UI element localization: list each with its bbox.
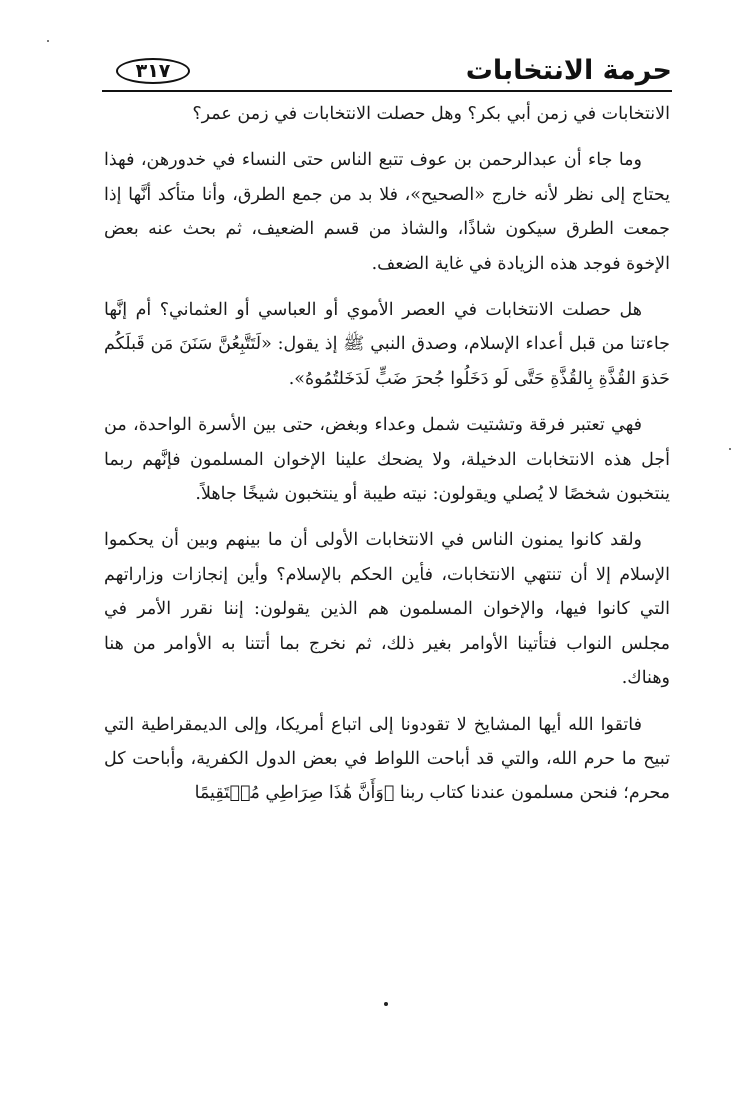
page-header [102,52,672,96]
paragraph-division: فهي تعتبر فرقة وتشتيت شمل وعداء وبغض، حتى بين الأسرة الواحدة، من أجل هذه الانتخابات الدخيلة، ولا يضحك علينا الإخوان المسلمون فإنَّهم ربما ينتخبون شخصًا لا يُصلي ويقولون: نيته طيبة أو ينتخبون شيخًا جاهلاً. [104,415,670,505]
paragraph-abdulrahman: وما جاء أن عبدالرحمن بن عوف تتبع الناس حتى النساء في خدورهن، فهذا يحتاج إلى نظر لأنه خارج «الصحيح»، فلا بد من جمع الطرق، وأنا متأكد أنَّها إذا جمعت الطرق سيكون شاذًا، والشاذ من قسم الضعيف، ثم بحث عنه بعض الإخوة فوجد هذه الزيادة في غاية الضعف. [104,150,670,274]
header-rule [102,90,672,92]
page-number-badge: ٣١٧ [116,58,190,84]
margin-tick-left [47,40,49,42]
footer-dot [384,1002,388,1006]
body-text [104,97,670,811]
paragraph-warning: فاتقوا الله أيها المشايخ لا تقودونا إلى اتباع أمريكا، وإلى الديمقراطية التي تبيح ما حرم الله، والتي قد أباحت اللواط في بعض الدول الكفرية، وأباحت كل محرم؛ فنحن مسلمون عندنا كتاب ربنا ﴿وَأَنَّ هَٰذَا صِرَاطِي مُسۡتَقِيمًا [104,714,670,804]
paragraph-promises: ولقد كانوا يمنون الناس في الانتخابات الأولى أن ما بينهم وبين أن يحكموا الإسلام إلا أن تنتهي الانتخابات، فأين الحكم بالإسلام؟ وأين إنجازات وزاراتهم التي كانوا فيها، والإخوان المسلمون هم الذين يقولون: إننا نقرر الأمر في مجلس النواب فتأتينا الأوامر بغير ذلك، ثم نخرج بما أتتنا به الأوامر من هنا وهناك. [104,530,670,689]
paragraph-hadith: هل حصلت الانتخابات في العصر الأموي أو العباسي أو العثماني؟ أم إنَّها جاءتنا من قبل أعداء الإسلام، وصدق النبي ﷺ إذ يقول: «لَتَتَّبِعُنَّ سَنَنَ مَن قَبلَكُم حَذوَ القُذَّةِ بِالقُذَّةِ حَتَّى لَو دَخَلُوا جُحرَ ضَبٍّ لَدَخَلتُمُوهُ». [104,300,670,389]
margin-tick-right [729,448,731,450]
paragraph-continuation: الانتخابات في زمن أبي بكر؟ وهل حصلت الانتخابات في زمن عمر؟ [192,104,670,124]
running-title: حرمة الانتخابات [465,55,672,86]
